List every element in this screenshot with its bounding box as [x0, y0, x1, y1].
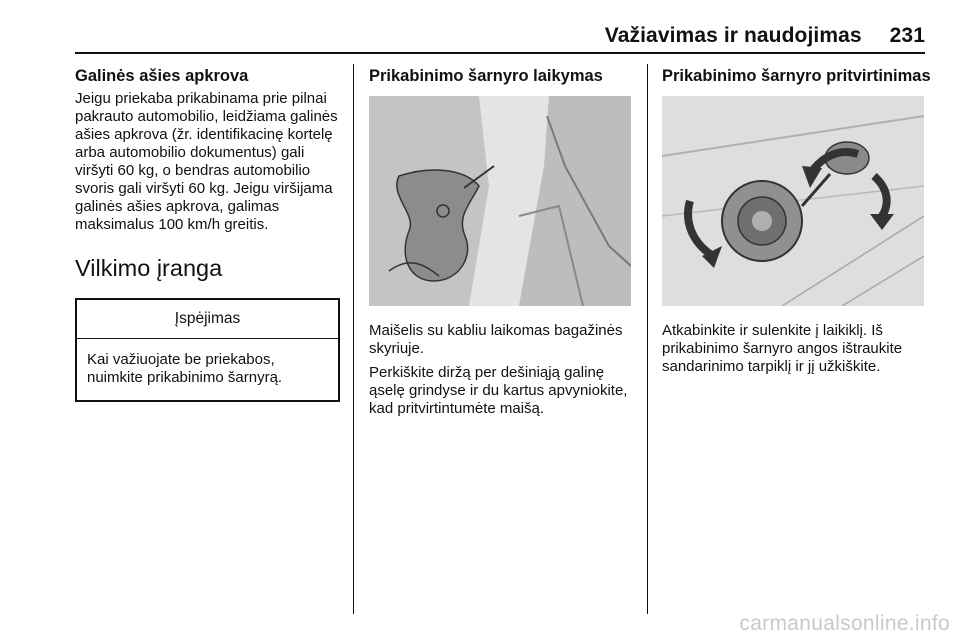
page-number: 231 — [889, 24, 925, 47]
mounting-captions — [662, 322, 927, 376]
warning-title: Įspėjimas — [77, 300, 338, 339]
storage-caption-1: Maišelis su kabliu laikomas bagažinės skyriuje. — [369, 322, 623, 357]
warning-text: Kai važiuojate be priekabos, nuimkite prikabinimo šarnyrą. — [87, 351, 283, 386]
rear-axle-load-heading: Galinės ašies apkrova — [75, 67, 249, 85]
hitch-socket-illustration — [662, 96, 924, 306]
storage-heading: Prikabinimo šarnyro laikymas — [369, 67, 603, 85]
watermark: carmanualsonline.info — [739, 612, 950, 635]
column-divider-right — [647, 64, 648, 614]
column-2 — [369, 66, 634, 418]
towing-equipment-title: Vilkimo įranga — [75, 255, 223, 281]
mounting-heading: Prikabinimo šarnyro pritvirtinimas — [662, 67, 931, 85]
column-divider-left — [353, 64, 354, 614]
mounting-caption: Atkabinkite ir sulenkite į laikiklį. Iš prikabinimo šarnyro angos ištraukite sandarinimo tarpiklį ir jį užkiškite. — [662, 322, 903, 375]
column-1 — [75, 66, 340, 402]
column-3 — [662, 66, 931, 376]
trunk-bag-illustration — [369, 96, 631, 306]
storage-caption-2: Perkiškite diržą per dešiniąją galinę ąselę grindyse ir du kartus apvyniokite, kad pritvirtintumėte maišą. — [369, 364, 628, 417]
header-rule — [75, 52, 925, 54]
storage-captions — [369, 322, 634, 418]
page-header — [75, 24, 925, 52]
rear-axle-load-paragraph: Jeigu priekaba prikabinama prie pilnai pakrauto automobilio, leidžiama galinės ašies apkrova (žr. identifikacinę kortelę arba automobilio dokumentus) gali viršyti 60 kg, o bendras automobilio svoris gali viršyti 60 kg. Jeigu viršijama galinės ašies apkrova, galimas maksimalus 100 km/h greitis. — [75, 90, 338, 233]
warning-box — [75, 298, 340, 402]
header-title: Važiavimas ir naudojimas — [604, 24, 862, 47]
